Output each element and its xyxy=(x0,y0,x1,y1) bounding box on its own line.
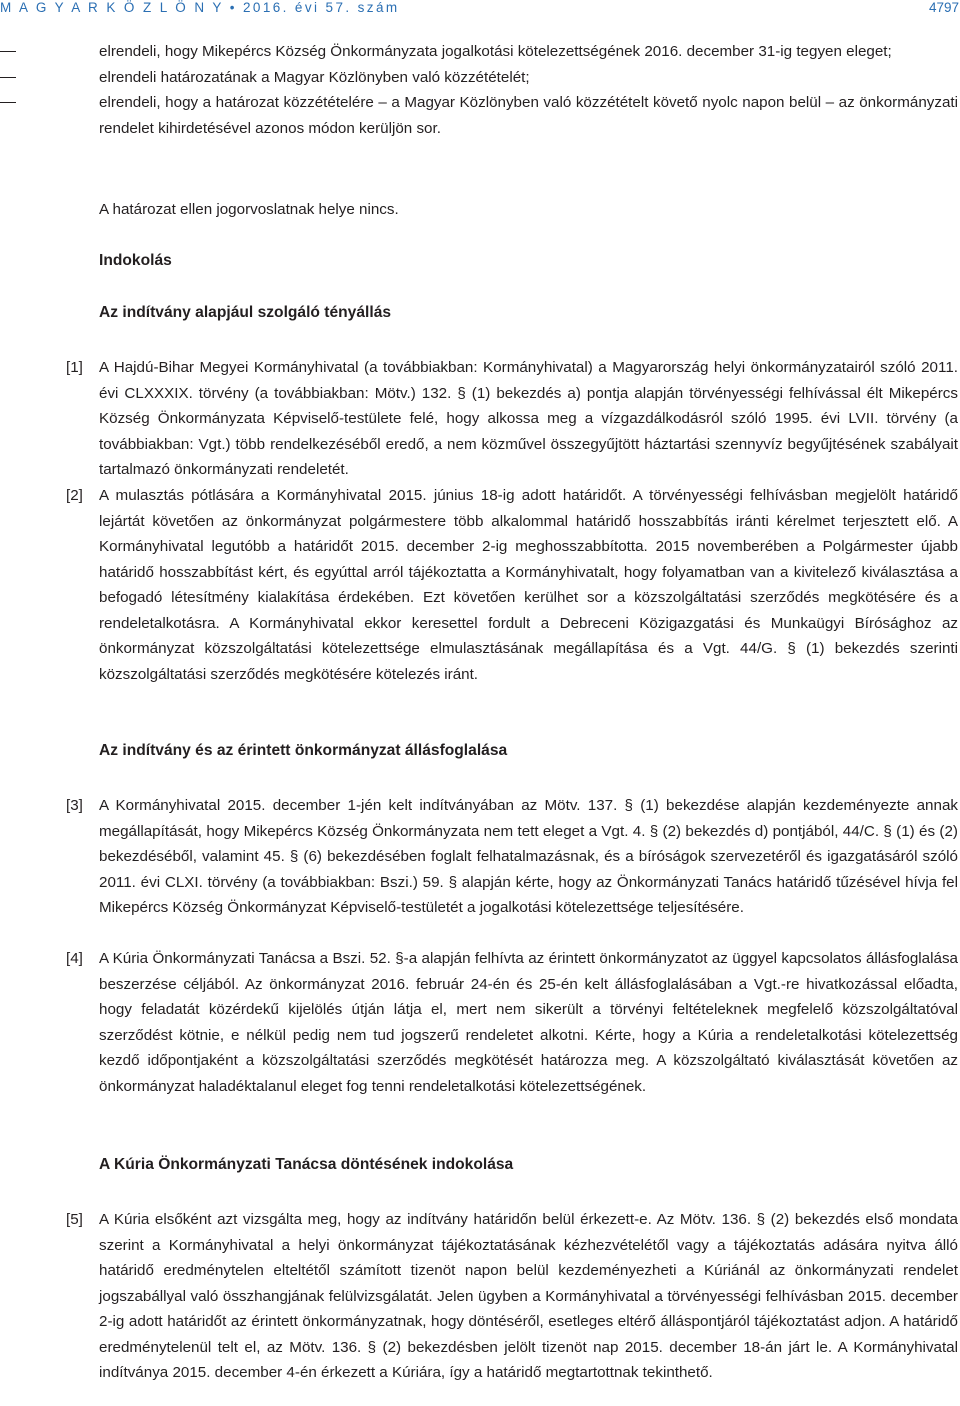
paragraph-number: [4] xyxy=(66,950,83,967)
section-heading-facts: Az indítvány alapjául szolgáló tényállás xyxy=(99,304,392,321)
dash-list-item xyxy=(99,39,958,65)
paragraph-text: A Kúria Önkormányzati Tanácsa a Bszi. 52. §-a alapján felhívta az érintett önkormányzatot az üggyel kapcsolatos állásfoglalása beszerzése céljából. Az önkormányzat 2016. február 24-én és 25-én kelt állásfoglalásában a Vgt.-re hivatkozással előadta, hogy feladatát közérdekű kijelölés útján látja el, mert nem sikerült a törvényi feltételeknek megfelelő közszolgáltatóval szerződést kötnie, e nélkül pedig nem tud jogszerű rendeletet alkotni. Kérte, hogy a Kúria a rendeletalkotási kötelezettség kezdő időpontjaként a közszolgáltatási szerződés megkötését határozza meg. A közszolgáltató kiválasztását követően az önkormányzat haladéktalanul eleget fog tenni rendeletalkotási kötelezettségének. xyxy=(99,950,958,1095)
dash-item-text: elrendeli, hogy Mikepércs Község Önkormányzata jogalkotási kötelezettségének 2016. december 31-ig tegyen eleget; xyxy=(99,43,892,60)
dash-item-text: elrendeli, hogy a határozat közzétételére – a Magyar Közlönyben való közzétételt követő nyolc napon belül – az önkormányzati rendelet kihirdetésével azonos módon kerüljön sor. xyxy=(99,94,958,137)
paragraph-text: A mulasztás pótlására a Kormányhivatal 2015. június 18-ig adott határidőt. A törvényességi felhívásban megjelölt határidő lejártát követően az önkormányzat polgármestere több alkalommal határidő hosszabbítás iránti kérelmet terjesztett elő. A Kormányhivatal legutóbb a határidőt 2015. december 2-ig meghosszabbította. 2015 novemberében a Polgármester újabb határidő hosszabbítást kért, és egyúttal arról tájékoztatta a Kormányhivatalt, hogy folyamatban van a kivitelező kiválasztása a befogadó létesítmény kialakítása érdekében. Ezt követően kerülhet sor a közszolgáltatási szerződés megkötésére és a rendeletalkotásra. A Kormányhivatal ekkor keresettel fordult a Debreceni Közigazgatási és Munkaügyi Bírósághoz az önkormányzat közszolgáltatási kötelezettsége elmulasztásának megállapítása és a Vgt. 44/G. § (1) bekezdés szerinti közszolgáltatási szerződés megkötésére kötelezés iránt. xyxy=(99,487,958,683)
paragraph-number: [3] xyxy=(66,797,83,814)
paragraph-number: [1] xyxy=(66,359,83,376)
dash-item-text: elrendeli határozatának a Magyar Közlönyben való közzétételét; xyxy=(99,68,530,86)
numbered-paragraph-4 xyxy=(66,946,958,1099)
running-header xyxy=(0,0,960,18)
dash-list-item xyxy=(99,90,958,141)
dash-bullet xyxy=(0,102,16,103)
paragraph-number: [2] xyxy=(66,487,83,504)
numbered-paragraph-3 xyxy=(66,793,958,921)
numbered-paragraph-1 xyxy=(66,355,958,483)
section-heading-positions: Az indítvány és az érintett önkormányzat állásfoglalása xyxy=(99,742,508,759)
paragraph-text: A Kormányhivatal 2015. december 1-jén kelt indítványában az Mötv. 137. § (1) bekezdése alapján kezdeményezte annak megállapítását, hogy Mikepércs Község Önkormányzata nem tett eleget a Vgt. 4. § (2) bekezdés d) pontjából, 44/C. § (1) és (2) bekezdéséből, valamint 45. § (6) bekezdésében foglalt felhatalmazásnak, és a bíróságok szervezetéről és igazgatásáról szóló 2011. évi CLXI. törvény (a továbbiakban: Bszi.) 59. § alapján kérte, hogy az Önkormányzati Tanács határidő tűzésével hívja fel Mikepércs Község Önkormányzat Képviselő-testületét a jogalkotási kötelezettsége teljesítésére. xyxy=(99,797,958,916)
numbered-paragraph-2 xyxy=(66,483,958,687)
no-remedy-statement: A határozat ellen jogorvoslatnak helye nincs. xyxy=(99,201,399,218)
paragraph-number: [5] xyxy=(66,1211,83,1228)
dash-list-item xyxy=(99,65,958,91)
dash-list xyxy=(99,39,958,141)
numbered-paragraph-5 xyxy=(66,1207,958,1386)
paragraph-text: A Hajdú-Bihar Megyei Kormányhivatal (a továbbiakban: Kormányhivatal) a Magyarország helyi önkormányzatairól szóló 2011. évi CLXXXIX. törvény (a továbbiakban: Mötv.) 132. § (1) bekezdés a) pontja alapján törvényességi felhívással élt Mikepércs Község Önkormányzata Képviselő-testülete felé, hogy alkossa meg a vízgazdálkodásról szóló 1995. évi LVII. törvény (a továbbiakban: Vgt.) több rendelkezéséből eredő, a nem közművel összegyűjtött háztartási szennyvíz begyűjtésének szabályait tartalmazó önkormányzati rendeletét. xyxy=(99,359,958,478)
section-heading-indokolas: Indokolás xyxy=(99,252,172,269)
page-number: 4797 xyxy=(928,0,959,15)
dash-bullet xyxy=(0,77,16,78)
section-heading-decision: A Kúria Önkormányzati Tanácsa döntésének indokolása xyxy=(99,1156,514,1173)
dash-bullet xyxy=(0,51,16,52)
paragraph-text: A Kúria elsőként azt vizsgálta meg, hogy az indítvány határidőn belül érkezett-e. Az Mötv. 136. § (2) bekezdés első mondata szerint a Kormányhivatal a helyi önkormányzat tájékoztatásának kézhezvételétől vagy a tájékoztatás adására nyitva álló határidő eredménytelen elteltétől számított tizenöt napon belül kezdeményezheti a Kúriánál az önkormányzati rendelet jogszabállyal való összhangjának felülvizsgálatát. Jelen ügyben a Kormányhivatal a törvényességi felhívásban 2015. december 2-ig adott határidőt az érintett önkormányzatnak, hogy döntéséről, esetleges eltérő álláspontjáról tájékoztatást adjon. A határidő eredménytelenül telt el, az Mötv. 136. § (2) bekezdésben jelölt tizenöt nap 2015. december 18-án járt le. A Kormányhivatal indítványa 2015. december 4-én érkezett a Kúriára, így a határidő megtartottnak tekinthető. xyxy=(99,1211,958,1381)
journal-title: M A G Y A R K Ö Z L Ö N Y • 2016. évi 57. szám xyxy=(0,0,400,15)
